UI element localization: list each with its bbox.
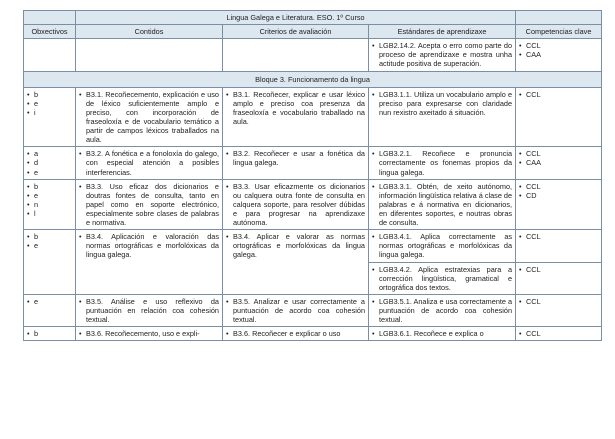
competences-cell — [516, 87, 602, 147]
objective-item: • a — [27, 149, 72, 158]
competences-cell — [516, 327, 602, 341]
criteria-cell — [223, 147, 369, 179]
standard-text: • LGB3.2.1. Recoñece e pronuncia correctamente os fonemas propios da lingua galega. — [372, 149, 512, 176]
standard-text: • LGB3.5.1. Analiza e usa correctamente a puntuación de acordo coa cohesión textual. — [372, 297, 512, 324]
objectives-cell — [24, 294, 76, 326]
objective-item: • b — [27, 182, 72, 191]
intro-content-cell — [76, 39, 223, 71]
header-blank-cell-right — [516, 11, 602, 25]
objective-item: • b — [27, 329, 72, 338]
table-row — [24, 147, 602, 179]
competence-item: • CCL — [519, 90, 598, 99]
standard-cell — [369, 327, 516, 341]
content-cell — [76, 147, 223, 179]
criteria-text: • B3.4. Aplicar e valorar as normas ortográficas e morfolóxicas da lingua galega. — [226, 232, 365, 259]
standard-cell — [369, 147, 516, 179]
content-cell — [76, 327, 223, 341]
objective-item: • e — [27, 168, 72, 177]
objective-item: • b — [27, 232, 72, 241]
content-text: • B3.4. Aplicación e valoración das normas ortográficas e morfolóxicas da lingua galega. — [79, 232, 219, 259]
content-text: • B3.3. Uso eficaz dos dicionarios e doutras fontes de consulta, tanto en papel como en soporte electrónico, especialmente sobre clases de palabras e normativa. — [79, 182, 219, 228]
competences-cell — [516, 147, 602, 179]
objective-item: • e — [27, 191, 72, 200]
criteria-cell — [223, 230, 369, 295]
competence-item: • CCL — [519, 149, 598, 158]
col-header-competencias: Competencias clave — [516, 25, 602, 39]
competence-item: • CCL — [519, 297, 598, 306]
content-cell — [76, 230, 223, 295]
header-blank-cell — [24, 11, 76, 25]
competence-item: • CD — [519, 191, 598, 200]
curriculum-table — [23, 10, 602, 341]
table-row — [24, 327, 602, 341]
col-header-criterios: Criterios de avaliación — [223, 25, 369, 39]
standard-text: • LGB3.4.2. Aplica estratexias para a corrección lingüística, gramatical e ortográfica dos textos. — [372, 265, 512, 292]
intro-criteria-cell — [223, 39, 369, 71]
block-title-row — [24, 71, 602, 87]
criteria-cell — [223, 179, 369, 230]
objective-item: • l — [27, 209, 72, 218]
objective-item: • i — [27, 108, 72, 117]
objective-item: • d — [27, 158, 72, 167]
competence-item: • CCL — [519, 182, 598, 191]
standard-cell — [369, 87, 516, 147]
col-header-contidos: Contidos — [76, 25, 223, 39]
table-row — [24, 179, 602, 230]
criteria-text: • B3.2. Recoñecer e usar a fonética da lingua galega. — [226, 149, 365, 167]
criteria-text: • B3.1. Recoñecer, explicar e usar léxico amplo e preciso coa presenza da fraseoloxía e vocabulario traballado na aula. — [226, 90, 365, 126]
content-cell — [76, 179, 223, 230]
intro-standard-cell — [369, 39, 516, 71]
objective-item: • e — [27, 99, 72, 108]
objectives-cell — [24, 179, 76, 230]
objectives-cell — [24, 87, 76, 147]
content-cell — [76, 87, 223, 147]
standard-cell — [369, 179, 516, 230]
objectives-cell — [24, 327, 76, 341]
table-row — [24, 230, 602, 262]
criteria-text: • B3.6. Recoñecer e explicar o uso — [226, 329, 365, 338]
criteria-cell — [223, 87, 369, 147]
standard-text: • LGB3.1.1. Utiliza un vocabulario amplo e preciso para expresarse con claridade nun rexistro axeitado á situación. — [372, 90, 512, 117]
standard-text: • LGB3.4.1. Aplica correctamente as normas ortográficas e morfolóxicas da lingua galega. — [372, 232, 512, 259]
table-row — [24, 87, 602, 147]
criteria-cell — [223, 294, 369, 326]
table-row — [24, 294, 602, 326]
objective-item: • n — [27, 200, 72, 209]
intro-standard: • LGB2.14.2. Acepta o erro como parte do proceso de aprendizaxe e mostra unha actitude positiva de superación. — [372, 41, 512, 68]
criteria-cell — [223, 327, 369, 341]
competences-cell — [516, 262, 602, 294]
objective-item: • b — [27, 90, 72, 99]
competence-item: • CCL — [519, 232, 598, 241]
col-header-estandares: Estándares de aprendizaxe — [369, 25, 516, 39]
competence-item: • CAA — [519, 50, 598, 59]
standard-cell — [369, 294, 516, 326]
objectives-cell — [24, 230, 76, 295]
content-text: • B3.2. A fonética e a fonoloxía do galego, con especial atención a posibles interferencias. — [79, 149, 219, 176]
block-title: Bloque 3. Funcionamento da lingua — [24, 71, 602, 87]
competences-cell — [516, 294, 602, 326]
intro-competences-cell — [516, 39, 602, 71]
col-header-obxectivos: Obxectivos — [24, 25, 76, 39]
table-body — [24, 11, 602, 341]
standard-text: • LGB3.3.1. Obtén, de xeito autónomo, información lingüística relativa á clase de palabras e á normativa en dicionarios, en diferentes soportes, e noutras obras de consulta. — [372, 182, 512, 228]
criteria-text: • B3.5. Analizar e usar correctamente a puntuación de acordo coa cohesión textual. — [226, 297, 365, 324]
intro-objectives-cell — [24, 39, 76, 71]
content-cell — [76, 294, 223, 326]
competence-item: • CCL — [519, 41, 598, 50]
competence-item: • CAA — [519, 158, 598, 167]
objectives-cell — [24, 147, 76, 179]
objective-item: • e — [27, 297, 72, 306]
content-text: • B3.6. Recoñecemento, uso e expli- — [79, 329, 219, 338]
column-header-row — [24, 25, 602, 39]
criteria-text: • B3.3. Usar eficazmente os dicionarios ou calquera outra fonte de consulta en calquera soporte, para resolver dúbidas e para progresar na aprendizaxe autónoma. — [226, 182, 365, 228]
objective-item: • e — [27, 241, 72, 250]
course-title: Lingua Galega e Literatura. ESO. 1º Curso — [76, 11, 516, 25]
standard-cell — [369, 230, 516, 262]
content-text: • B3.1. Recoñecemento, explicación e uso de léxico suficientemente amplo e preciso, con incorporación de fraseoloxía e de vocabulario temático a partir de campos léxicos traballados na aula. — [79, 90, 219, 145]
competences-cell — [516, 179, 602, 230]
competence-item: • CCL — [519, 329, 598, 338]
standard-text: • LGB3.6.1. Recoñece e explica o — [372, 329, 512, 338]
content-text: • B3.5. Análise e uso reflexivo da puntuación en relación coa cohesión textual. — [79, 297, 219, 324]
intro-row — [24, 39, 602, 71]
competences-cell — [516, 230, 602, 262]
course-title-row — [24, 11, 602, 25]
standard-cell — [369, 262, 516, 294]
competence-item: • CCL — [519, 265, 598, 274]
